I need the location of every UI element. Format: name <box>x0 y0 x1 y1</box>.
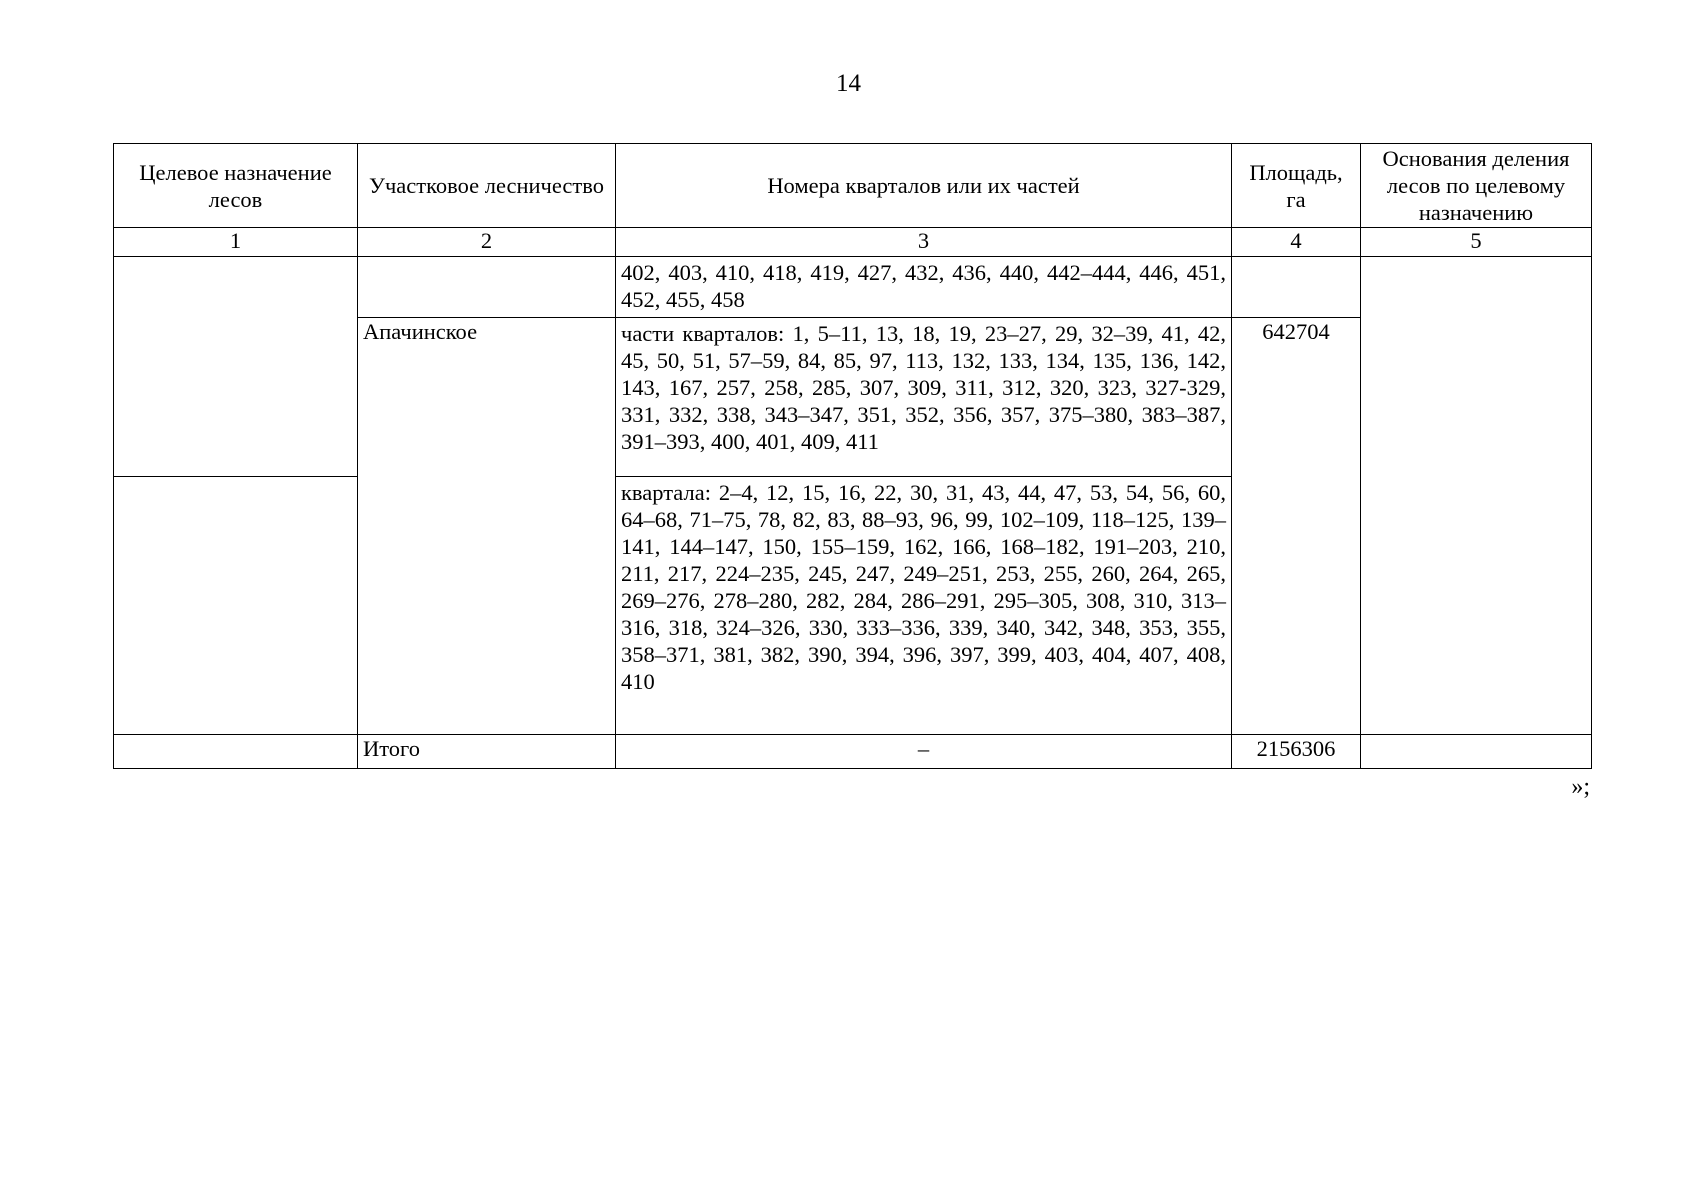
whole-quarters-cell: квартала: 2–4, 12, 15, 16, 22, 30, 31, 43, 44, 47, 53, 54, 56, 60, 64–68, 71–75, 78, 82, 83, 88–93, 96, 99, 102–109, 118–125, 139–141, 144–147, 150, 155–159, 162, 166, 168–182, 191–203, 210, 211, 217, 224–235, 245, 247, 249–251, 253, 255, 260, 264, 265, 269–276, 278–280, 282, 284, 286–291, 295–305, 308, 310, 313–316, 318, 324–326, 330, 333–336, 339, 340, 342, 348, 353, 355, 358–371, 381, 382, 390, 394, 396, 397, 399, 403, 404, 407, 408, 410 <box>616 477 1232 735</box>
column-number-row <box>114 228 1592 257</box>
column-number: 3 <box>616 228 1232 257</box>
page-number: 14 <box>836 70 861 97</box>
area-cell-empty <box>1232 257 1361 318</box>
header-purpose: Целевое назначение лесов <box>114 144 358 228</box>
forestry-area-cell: 642704 <box>1232 318 1361 735</box>
header-basis: Основания деления лесов по целевому назначению <box>1361 144 1592 228</box>
column-number: 2 <box>358 228 616 257</box>
total-purpose-cell <box>114 735 358 769</box>
total-basis-cell <box>1361 735 1592 769</box>
total-row <box>114 735 1592 769</box>
quarters-cell: 402, 403, 410, 418, 419, 427, 432, 436, 440, 442–444, 446, 451, 452, 455, 458 <box>616 257 1232 318</box>
closing-quote-mark: »; <box>1571 774 1590 800</box>
forest-purpose-table <box>113 143 1592 769</box>
total-quarters: – <box>616 735 1232 769</box>
table-header-row <box>114 144 1592 228</box>
purpose-cell <box>114 257 358 477</box>
table-row <box>114 257 1592 318</box>
purpose-cell <box>114 477 358 735</box>
total-label: Итого <box>358 735 616 769</box>
forestry-cell-empty <box>358 257 616 318</box>
header-area: Площадь, га <box>1232 144 1361 228</box>
column-number: 5 <box>1361 228 1592 257</box>
basis-cell <box>1361 257 1592 735</box>
forestry-name-cell: Апачинское <box>358 318 616 735</box>
column-number: 1 <box>114 228 358 257</box>
parts-of-quarters-cell: части кварталов: 1, 5–11, 13, 18, 19, 23–27, 29, 32–39, 41, 42, 45, 50, 51, 57–59, 84, 85, 97, 113, 132, 133, 134, 135, 136, 142, 143, 167, 257, 258, 285, 307, 309, 311, 312, 320, 323, 327-329, 331, 332, 338, 343–347, 351, 352, 356, 357, 375–380, 383–387, 391–393, 400, 401, 409, 411 <box>616 318 1232 477</box>
header-forestry: Участковое лесничество <box>358 144 616 228</box>
total-area: 2156306 <box>1232 735 1361 769</box>
header-quarters: Номера кварталов или их частей <box>616 144 1232 228</box>
column-number: 4 <box>1232 228 1361 257</box>
